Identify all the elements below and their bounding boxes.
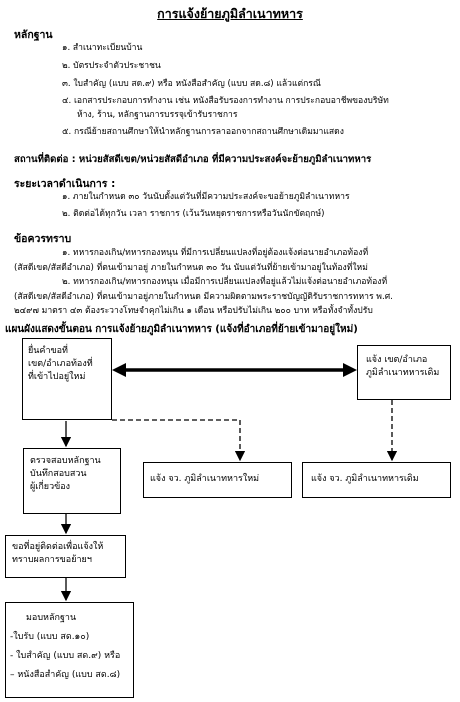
period-item: ๒. ติดต่อได้ทุกวัน เวลา ราชการ (เว้นวันหยุดราชการหรือวันนักขัตฤกษ์)	[62, 209, 325, 219]
request-address-box	[5, 535, 126, 578]
note-line: (สัสดีเขต/สัสดีอำเภอ) ที่ตนเข้ามาอยู่ ภายในกำหนด ๓๐ วัน นับแต่วันที่ย้ายเข้ามาอยู่ในท้องที่ใหม่	[14, 263, 368, 273]
box-line: ผู้เกี่ยวข้อง	[30, 482, 71, 492]
hand-over-documents-box	[5, 602, 134, 698]
box-line: เขต/อำเภอท้องที่	[28, 359, 93, 369]
notify-old-district-box	[357, 345, 451, 400]
box-line: - ใบสำคัญ (แบบ สด.๙) หรือ	[10, 651, 121, 661]
box-line: ยื่นคำขอที่	[28, 346, 68, 356]
box-line: ภูมิลำเนาทหารเดิม	[366, 368, 440, 378]
flowchart-heading: แผนผังแสดงขั้นตอน การแจ้งย้ายภูมิลำเนาทหาร (แจ้งที่อำเภอที่ย้ายเข้ามาอยู่ใหม่)	[5, 324, 358, 335]
note-line: ๒๔๙๗ มาตรา ๔๓ ต้องระวางโทษจำคุกไม่เกิน ๑ เดือน หรือปรับไม่เกิน ๒๐๐ บาท หรือทั้งจำทั้งปรับ	[14, 306, 373, 316]
dashed-arrow-new-jv	[112, 420, 240, 460]
period-item: ๑. ภายในกำหนด ๓๐ วันนับตั้งแต่วันที่มีความประสงค์จะขอย้ายภูมิลำเนาทหาร	[62, 192, 350, 202]
contact-place: สถานที่ติดต่อ : หน่วยสัสดีเขต/หน่วยสัสดีอำเภอ ที่มีความประสงค์จะย้ายภูมิลำเนาทหาร	[14, 154, 372, 165]
box-line: -ใบรับ (แบบ สด.๑๐)	[10, 632, 90, 642]
box-line: แจ้ง จว. ภูมิลำเนาทหารใหม่	[150, 474, 260, 484]
arrow-left-head	[112, 363, 126, 377]
box-line: ที่เข้าไปอยู่ใหม่	[28, 372, 86, 382]
period-heading: ระยะเวลาดำเนินการ :	[14, 178, 116, 190]
arrow-right-head	[343, 363, 357, 377]
box-line: บันทึกสอบสวน	[30, 469, 87, 479]
box-line: – หนังสือสำคัญ (แบบ สด.๘)	[10, 670, 121, 680]
evidence-item: ๒. บัตรประจำตัวประชาชน	[62, 61, 161, 71]
evidence-item: ห้าง, ร้าน, หลักฐานการบรรจุเข้ารับราชการ	[77, 110, 238, 120]
box-line: ตรวจสอบหลักฐาน	[30, 456, 101, 466]
page-title: การแจ้งย้ายภูมิลำเนาทหาร	[157, 6, 303, 21]
evidence-item: ๕. กรณีย้ายสถานศึกษาให้นำหลักฐานการลาออกจากสถานศึกษาเดิมมาแสดง	[62, 127, 344, 137]
note-line: ๒. ทหารกองเกิน/ทหารกองหนุน เมื่อมีการเปลี่ยนแปลงที่อยู่แล้วไม่แจ้งต่อนายอำเภอท้องที่	[62, 277, 388, 287]
box-line: ขอที่อยู่ติดต่อเพื่อแจ้งให้	[12, 542, 104, 552]
box-line: มอบหลักฐาน	[26, 613, 77, 623]
notes-heading: ข้อควรทราบ	[14, 233, 72, 245]
submit-request-box	[22, 338, 112, 420]
evidence-item: ๔. เอกสารประกอบการทำงาน เช่น หนังสือรับรองการทำงาน การประกอบอาชีพของบริษัท	[62, 96, 389, 106]
notify-old-province-box	[302, 462, 451, 498]
notify-new-province-box	[143, 462, 292, 498]
check-evidence-box	[23, 448, 121, 514]
box-line: แจ้ง เขต/อำเภอ	[366, 355, 428, 365]
note-line: ๑. ทหารกองเกิน/ทหารกองหนุน ที่มีการเปลี่ยนแปลงที่อยู่ต้องแจ้งต่อนายอำเภอท้องที่	[62, 248, 369, 258]
evidence-heading: หลักฐาน	[14, 29, 53, 41]
box-line: แจ้ง จว. ภูมิลำเนาทหารเดิม	[311, 474, 419, 484]
evidence-item: ๓. ใบสำคัญ (แบบ สด.๙) หรือ หนังสือสำคัญ (แบบ สด.๘) แล้วแต่กรณี	[62, 79, 321, 89]
box-line: ทราบผลการขอย้ายฯ	[12, 555, 92, 565]
evidence-item: ๑. สำเนาทะเบียนบ้าน	[62, 43, 143, 53]
note-line: (สัสดีเขต/สัสดีอำเภอ) ที่ตนเข้ามาอยู่ภายในกำหนด มีความผิดตามพระราชบัญญัติรับราชการทหาร พ.ศ.	[14, 292, 393, 302]
